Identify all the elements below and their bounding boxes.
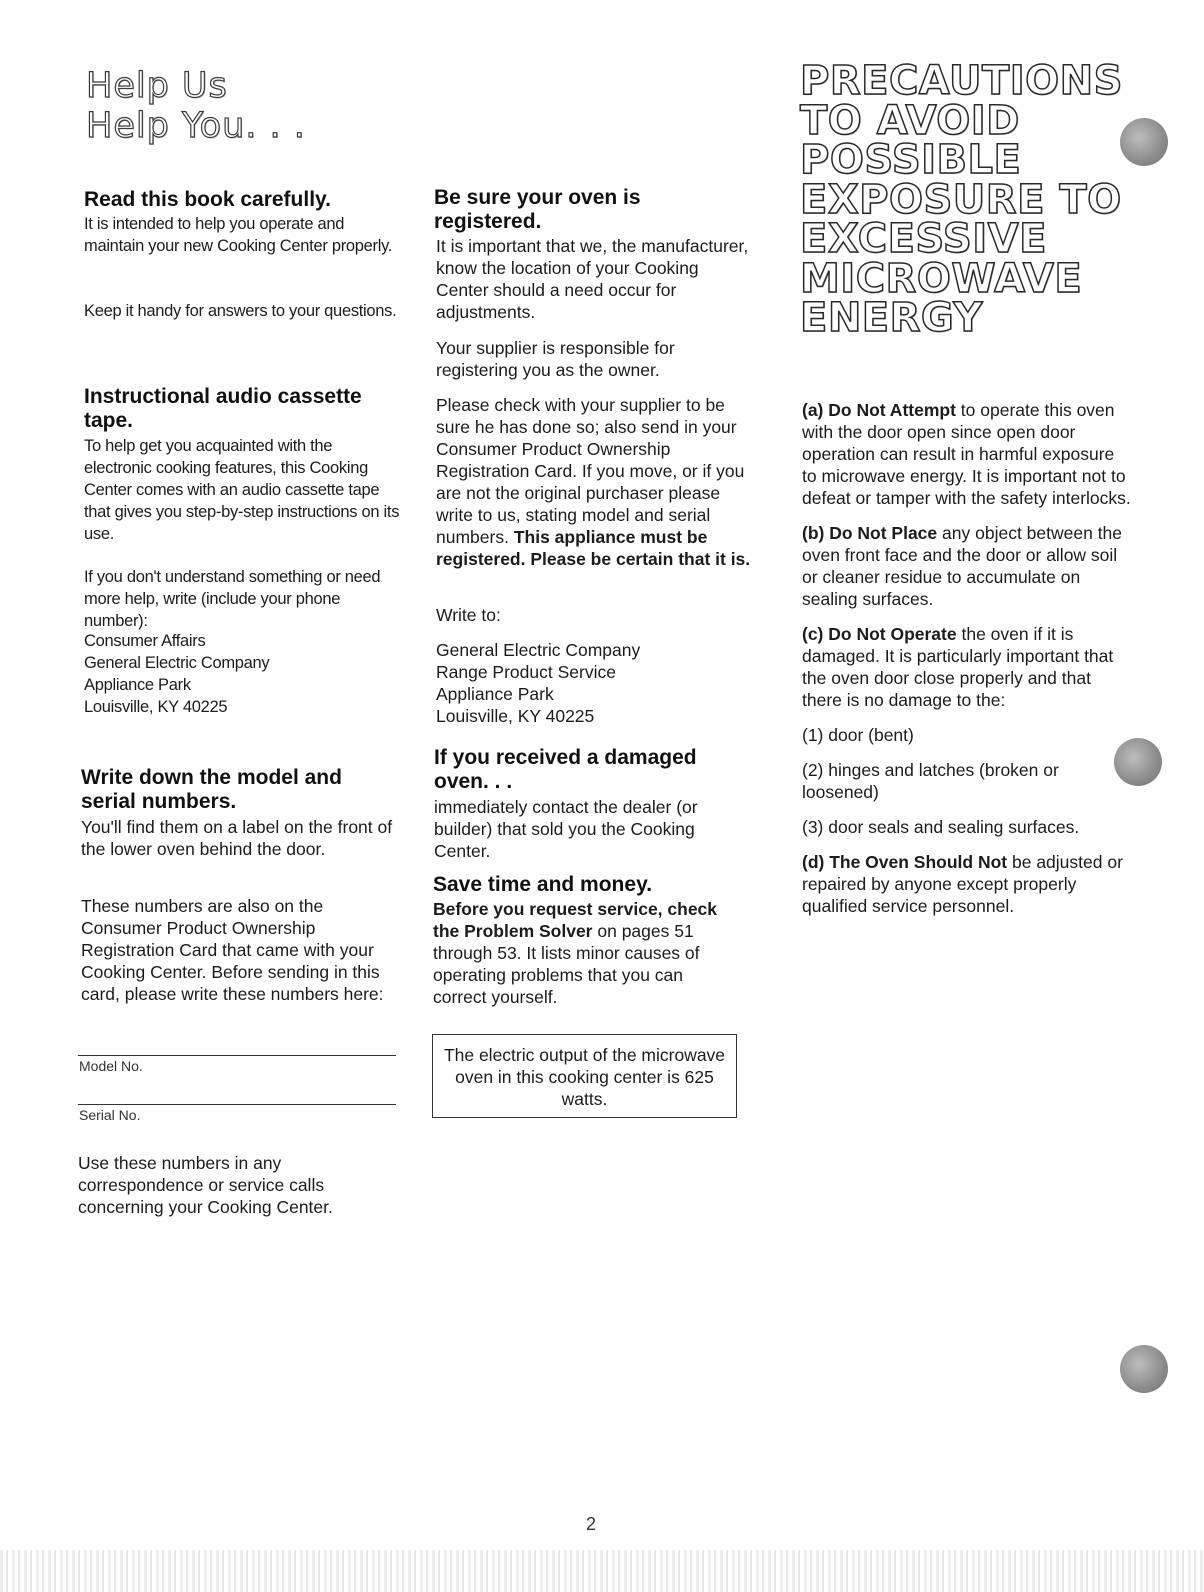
need-help-paragraph: If you don't understand something or need more help, write (include your phone number): [84, 568, 381, 630]
help-title-line-2: Help You. . . [86, 106, 306, 146]
precautions-title-line: EXCESSIVE [800, 216, 1047, 262]
precaution-b-label: (b) Do Not Place [802, 523, 938, 543]
precautions-title-line: EXPOSURE TO [800, 176, 1122, 223]
precaution-a-label: (a) Do Not Attempt [802, 400, 956, 420]
address-line: General Electric Company [84, 654, 270, 672]
precautions-title [800, 58, 1123, 341]
model-serial-heading: Write down the model and serial numbers. [81, 766, 342, 813]
must-register-text: This appliance must be registered. Please be certain that it is. [436, 527, 751, 569]
address-line: Range Product Service [436, 662, 616, 682]
precaution-d-text: be adjusted or repaired by anyone except properly qualified service personnel. [802, 852, 1123, 916]
precautions-title-line: POSSIBLE [800, 137, 1022, 183]
label-location-paragraph: You'll find them on a label on the front of the lower oven behind the door. [81, 817, 393, 859]
audio-tape-heading: Instructional audio cassette tape. [84, 385, 362, 432]
address-line: Appliance Park [84, 676, 191, 694]
registration-text: Please check with your supplier to be sure he has done so; also send in your Consumer Product Ownership Registration Card. If you move, or if you are not the original purchaser please write to us, stating model and serial numbers. [436, 395, 745, 547]
punch-hole-icon [1120, 118, 1168, 166]
save-time-paragraph [433, 898, 738, 1008]
range-service-address [436, 639, 756, 727]
address-line: Louisville, KY 40225 [84, 698, 228, 716]
precaution-d [802, 851, 1132, 917]
precaution-c [802, 623, 1132, 711]
damaged-oven-heading: If you received a damaged oven. . . [434, 746, 697, 793]
registration-heading: Be sure your oven is registered. [434, 186, 641, 233]
registration-paragraph-2: Your supplier is responsible for registering you as the owner. [436, 338, 675, 380]
precaution-a-text: to operate this oven with the door open since open door operation can result in harmful exposure to microwave energy. It is important not to defeat or tamper with the safety interlocks. [802, 400, 1131, 508]
precaution-c-text: the oven if it is damaged. It is particularly important that the oven door close properly and that there is no damage to the: [802, 624, 1114, 710]
precautions-title-line: TO AVOID [800, 97, 1020, 144]
precaution-c-3: (3) door seals and sealing surfaces. [802, 817, 1080, 837]
write-to-label: Write to: [436, 605, 501, 625]
precautions-title-line: MICROWAVE [800, 255, 1083, 302]
serial-number-line[interactable] [78, 1104, 396, 1105]
precaution-c-label: (c) Do Not Operate [802, 624, 957, 644]
model-number-line[interactable] [78, 1055, 396, 1056]
precaution-d-label: (d) The Oven Should Not [802, 852, 1008, 872]
save-time-heading: Save time and money. [433, 873, 653, 896]
help-us-title [86, 66, 306, 146]
address-line: General Electric Company [436, 640, 641, 660]
address-line: Consumer Affairs [84, 632, 206, 650]
problem-solver-text: Before you request service, check the Problem Solver [433, 899, 718, 941]
precautions-title-line: ENERGY [800, 295, 983, 341]
address-line: Louisville, KY 40225 [436, 706, 595, 726]
address-line: Appliance Park [436, 684, 554, 704]
read-book-paragraph: It is intended to help you operate and maintain your new Cooking Center properly. [84, 215, 393, 255]
precaution-a [802, 399, 1132, 509]
precaution-c-2: (2) hinges and latches (broken or loosened) [802, 760, 1059, 802]
punch-hole-icon [1114, 738, 1162, 786]
precaution-b [802, 522, 1132, 610]
problem-solver-pages: on pages 51 through 53. It lists minor causes of operating problems that you can correct yourself. [433, 921, 700, 1007]
consumer-affairs-address [84, 630, 400, 718]
scan-edge-strip [0, 1550, 1204, 1592]
precautions-list [802, 399, 1132, 930]
microwave-output-box: The electric output of the microwave oven in this cooking center is 625 watts. [432, 1034, 737, 1118]
use-numbers-paragraph: Use these numbers in any correspondence or service calls concerning your Cooking Center. [78, 1153, 333, 1217]
page-number: 2 [586, 1514, 597, 1534]
precaution-b-text: any object between the oven front face and the door or allow soil or cleaner residue to accumulate on sealing surfaces. [802, 523, 1123, 609]
help-title-line-1: Help Us [86, 66, 228, 106]
registration-paragraph-1: It is important that we, the manufacturer, know the location of your Cooking Center should a need occur for adjustments. [436, 236, 749, 322]
audio-tape-paragraph: To help get you acquainted with the electronic cooking features, this Cooking Center comes with an audio cassette tape that gives you step-by-step instructions on its use. [84, 437, 400, 543]
read-book-heading: Read this book carefully. [84, 188, 332, 211]
keep-handy-paragraph: Keep it handy for answers to your questions. [84, 302, 397, 320]
registration-card-paragraph: These numbers are also on the Consumer Product Ownership Registration Card that came with your Cooking Center. Before sending in this card, please write these numbers here: [81, 896, 384, 1004]
registration-paragraph-3 [436, 394, 754, 570]
serial-number-label: Serial No. [79, 1107, 141, 1123]
model-number-label: Model No. [79, 1058, 143, 1074]
precaution-c-1: (1) door (bent) [802, 725, 914, 745]
damaged-oven-paragraph: immediately contact the dealer (or builder) that sold you the Cooking Center. [434, 797, 698, 861]
precautions-title-line: PRECAUTIONS [800, 58, 1123, 104]
punch-hole-icon [1120, 1345, 1168, 1393]
